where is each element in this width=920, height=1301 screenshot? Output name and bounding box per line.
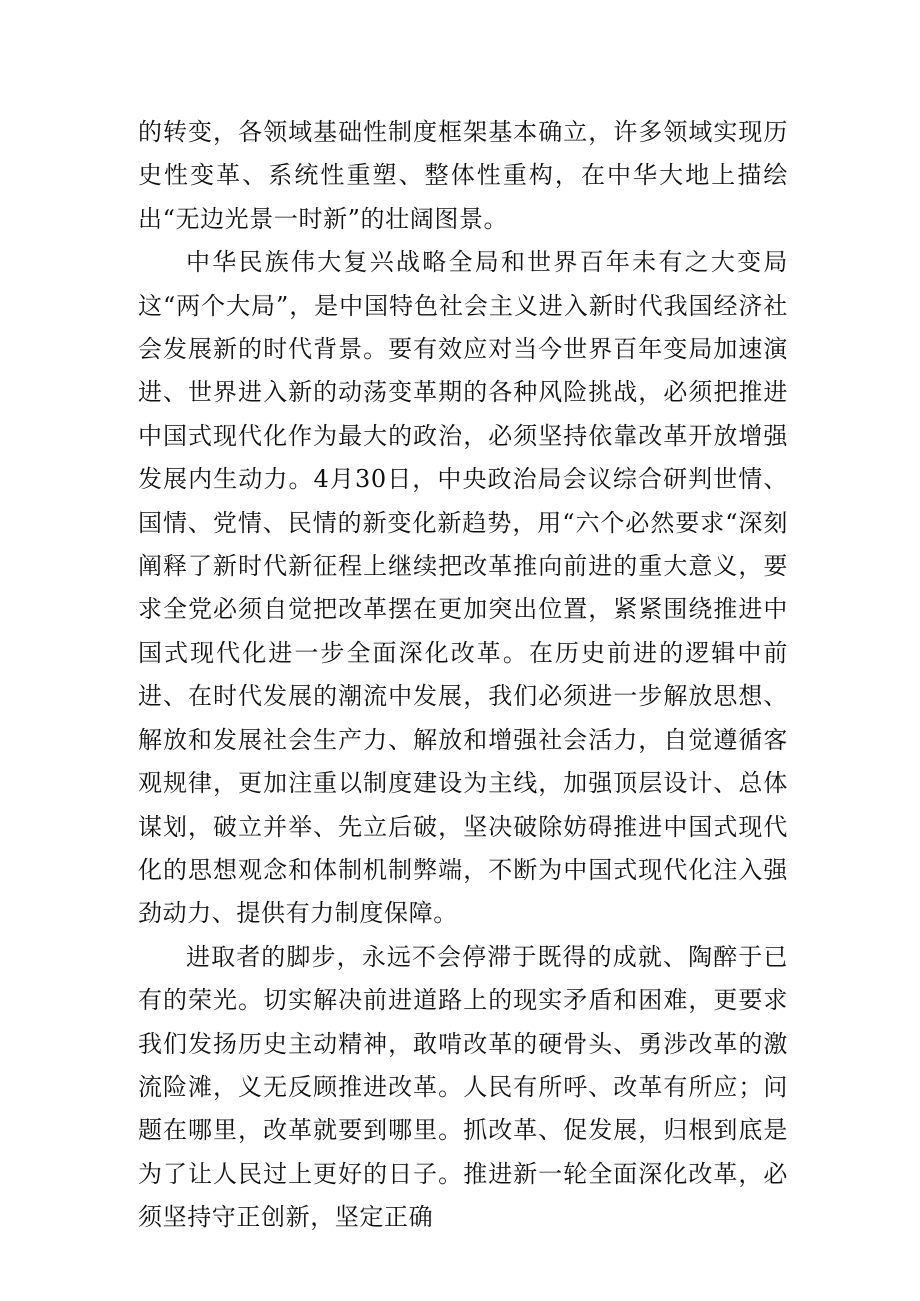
body-text	[138, 111, 788, 1240]
paragraph-continuation: 的转变，各领域基础性制度框架基本确立，许多领域实现历史性变革、系统性重塑、整体性重构，在中华大地上描绘出“无边光景一时新”的壮阔图景。	[138, 118, 788, 233]
paragraph-pursuer-footsteps: 进取者的脚步，永远不会停滞于既得的成就、陶醉于已有的荣光。切实解决前进道路上的现实矛盾和困难，更要求我们发扬历史主动精神，敢啃改革的硬骨头、勇涉改革的激流险滩，义无反顾推进改革。人民有所呼、改革有所应；问题在哪里，改革就要到哪里。抓改革、促发展，归根到底是为了让人民过上更好的日子。推进新一轮全面深化改革，必须坚持守正创新，坚定正确	[138, 942, 788, 1232]
paragraph-two-overall-situations: 中华民族伟大复兴战略全局和世界百年未有之大变局这“两个大局”，是中国特色社会主义进入新时代我国经济社会发展新的时代背景。要有效应对当今世界百年变局加速演进、世界进入新的动荡变革期的各种风险挑战，必须把推进中国式现代化作为最大的政治，必须坚持依靠改革开放增强发展内生动力。4月30日，中央政治局会议综合研判世情、国情、党情、民情的新变化新趋势，用“六个必然要求“深刻阐释了新时代新征程上继续把改革推向前进的重大意义，要求全党必须自觉把改革摆在更加突出位置，紧紧围绕推进中国式现代化进一步全面深化改革。在历史前进的逻辑中前进、在时代发展的潮流中发展，我们必须进一步解放思想、解放和发展社会生产力、解放和增强社会活力，自觉遵循客观规律，更加注重以制度建设为主线，加强顶层设计、总体谋划，破立并举、先立后破，坚决破除妨碍推进中国式现代化的思想观念和体制机制弊端，不断为中国式现代化注入强劲动力、提供有力制度保障。	[138, 248, 788, 928]
